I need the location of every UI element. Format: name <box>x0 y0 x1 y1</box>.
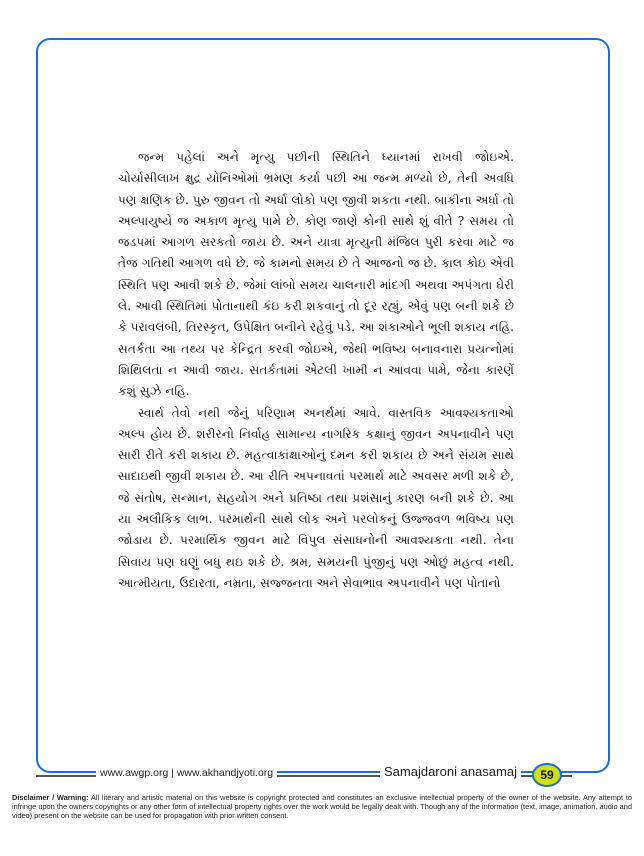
disclaimer <box>12 793 632 820</box>
page-number: 59 <box>540 768 554 782</box>
page-number-badge <box>532 763 562 787</box>
footer-book-title: Samajdaroni anasamaj <box>380 764 521 779</box>
footer-links[interactable]: www.awgp.org | www.akhandjyoti.org <box>96 767 277 779</box>
paragraph-2: સ્વાર્થ તેવો નથી જેનું પરિણામ અનર્થમાં આવે. વાસ્તવિક આવશ્યકતાઓ અલ્પ હોય છે. શરીરનો નિર્વાહ સામાન્ય નાગરિક કક્ષાનું જીવન અપનાવીને પણ સારી રીતે કરી શકાય છે. મહત્વાકાંક્ષાઓનું દમન કરી શકાય છે અને સંયમ સાથે સાદાઇથી જીવી શકાય છે. આ રીતિ અપનાવતાં પરમાર્થ માટે અવસર મળી શકે છે, જે સંતોષ, સન્માન, સહયોગ અને પ્રતિષ્ઠા તથા પ્રશંસાનું કારણ બની શકે છે. આ યા અલૌકિક લાભ. પરમાર્થની સાથે લોક અને પરલોકનું ઉજ્જવળ ભવિષ્ય પણ જોડાય છે. પરમાર્થિક જીવન માટે વિપુલ સંસાધનોની આવશ્યકતા નથી. તેના સિવાય પણ ઘણું બધુ થઇ શકે છે. શ્રમ, સમયની પુંજીનું પણ ઓછું મહત્વ નથી. આત્મીયતા, ઉદારતા, નમ્રતા, સજ્જનતા અને સેવાભાવ અપનાવીને પણ પોતાનો <box>118 405 514 590</box>
disclaimer-label: Disclaimer / Warning: <box>12 793 89 802</box>
paragraph-1: જન્મ પહેલાં અને મૃત્યુ પછીની સ્થિતિને ધ્યાનમાં રાખવી જોઇએ. ચોર્યાસીલાખ ક્ષુદ્ર યોનિઓમાં ભ્રમણ કર્યા પછી આ જન્મ મળ્યો છે, તેની અવધિ પણ ક્ષણિક છે. પુરુ જીવન તો અર્ધા લોકો પણ જીવી શકતા નથી. બાકીના અર્ધા તો અલ્પાયુષ્યે જ અકાળ મૃત્યુ પામે છે. કોણ જાણે કોની સાથે શું વીતે ? સમય તો જડપમાં આગળ સરકતો જાય છે. અને યાત્રા મૃત્યુની મંજિલ પુરી કરવા માટે જ તેજ ગતિથી આગળ વધે છે. જે કામનો સમય છે તે આજનો જ છે. કાલ કોઇ એવી સ્થિતિ પણ આવી શકે છે. જેમાં લાંબો સમય ચાલનારી માંદગી અથવા અપંગતા ઘેરી લે. આવી સ્થિતિમાં પોતાનાથી કંઇ કરી શકવાનું તો દૂર રહ્યું, એવું પણ બની શકે છે કે પરાવલંબી, તિરસ્કૃત, ઉપેક્ષિત બનીને રહેવું પડે. આ શંકાઓને ભૂલી શકાય નહિ. સતર્કતા આ તથ્ય પર કેન્દ્રિત કરવી જોઇએ, જેથી ભવિષ્ય બનાવનારા પ્રયત્નોમાં શિથિલતા ન આવી જાય. સતર્કતામાં એટલી ખામી ન આવવા પામે, જેના કારણેં કશું સુઝે નહિ. <box>118 150 514 399</box>
disclaimer-text: All literary and artistic material on this website is copyright protected and constitutes an exclusive intellectual property of the owner of the website. Any attempt to infringe upon the owners copyrights or any other form of intellectual property rights over the work would be legally dealt with. Though any of the information (text, image, animation, audio and video) present on the website can be used for propagation with prior written consent. <box>12 793 632 820</box>
article-body <box>118 147 514 594</box>
